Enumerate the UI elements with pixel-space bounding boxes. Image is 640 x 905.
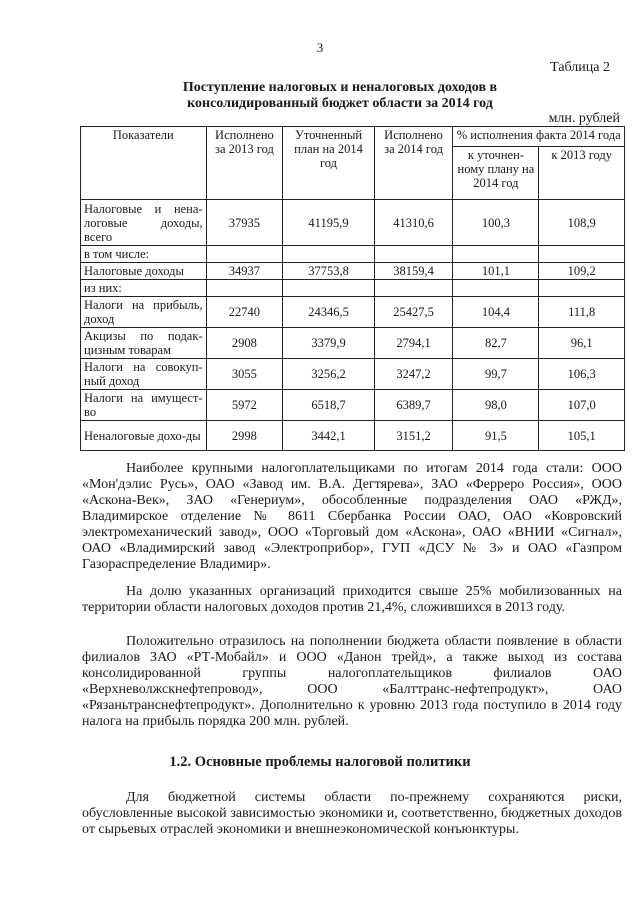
table-row <box>81 200 625 246</box>
header-pct-2013: к 2013 году <box>539 147 625 200</box>
cell-pct-plan: 99,7 <box>453 359 539 390</box>
cell-plan: 3379,9 <box>283 328 374 359</box>
title-line-1: Поступление налоговых и неналоговых доходов в <box>182 80 498 95</box>
cell-pct-plan: 91,5 <box>453 421 539 451</box>
row-name: Налоговые доходы <box>81 263 207 280</box>
page-number: 3 <box>316 40 324 55</box>
row-name: Налоговые и нена-логовые доходы, всего <box>81 200 207 246</box>
table-row <box>81 263 625 280</box>
cell-pct-2013: 108,9 <box>539 200 625 246</box>
cell-2014: 25427,5 <box>374 297 453 328</box>
paragraph-branches: Положительно отразилось на пополнении бюджета области появление в области филиалов ЗАО «РТ-Мобайл» и ООО «Данон трейд», а также выход из состава консолидированной группы налогоплательщиков филиалов ОАО «Верхневолжскнефтепровод», ООО «Балттранс-нефтепродукт», ОАО «Рязаньтранснефтепродукт». Дополнительно к уровню 2013 года поступило в 2014 году налога на прибыль порядка 200 млн. рублей. <box>82 634 622 729</box>
cell-plan: 3442,1 <box>283 421 374 451</box>
cell-pct-2013: 109,2 <box>539 263 625 280</box>
cell-2014: 3247,2 <box>374 359 453 390</box>
cell-2013: 37935 <box>206 200 283 246</box>
table-label: Таблица 2 <box>550 60 610 75</box>
table-row <box>81 297 625 328</box>
cell-plan: 3256,2 <box>283 359 374 390</box>
header-pct-plan: к уточнен-ному плану на 2014 год <box>453 147 539 200</box>
table-title <box>90 80 590 112</box>
cell-plan: 41195,9 <box>283 200 374 246</box>
header-revised-plan: Уточненный план на 2014 год <box>283 127 374 200</box>
cell-plan: 6518,7 <box>283 390 374 421</box>
table-row <box>81 421 625 451</box>
cell-2013: 22740 <box>206 297 283 328</box>
header-executed-2013: Исполнено за 2013 год <box>206 127 283 200</box>
row-name: Налоги на совокуп-ный доход <box>81 359 207 390</box>
row-name: из них: <box>81 280 207 297</box>
cell-pct-plan: 104,4 <box>453 297 539 328</box>
cell-2013: 5972 <box>206 390 283 421</box>
cell-2013: 3055 <box>206 359 283 390</box>
cell-pct-2013: 107,0 <box>539 390 625 421</box>
cell-plan: 37753,8 <box>283 263 374 280</box>
header-indicators: Показатели <box>81 127 207 200</box>
cell-2013: 2998 <box>206 421 283 451</box>
table-row <box>81 390 625 421</box>
cell-pct-2013: 106,3 <box>539 359 625 390</box>
cell-2014: 3151,2 <box>374 421 453 451</box>
table-row <box>81 359 625 390</box>
cell-2014: 2794,1 <box>374 328 453 359</box>
cell-2013: 2908 <box>206 328 283 359</box>
paragraph-share: На долю указанных организаций приходится свыше 25% мобилизованных на территории области налоговых доходов против 21,4%, сложившихся в 2013 году. <box>82 584 622 615</box>
title-line-2: консолидированный бюджет области за 2014 год <box>187 96 493 111</box>
section-heading: 1.2. Основные проблемы налоговой политики <box>169 754 471 770</box>
table-header-row <box>81 127 625 147</box>
table-row <box>81 246 625 263</box>
row-name: Налоги на прибыль, доход <box>81 297 207 328</box>
cell-pct-2013: 105,1 <box>539 421 625 451</box>
unit-label: млн. рублей <box>548 111 620 126</box>
cell-pct-plan: 82,7 <box>453 328 539 359</box>
cell-pct-2013: 96,1 <box>539 328 625 359</box>
cell-2014: 38159,4 <box>374 263 453 280</box>
cell-pct-plan: 101,1 <box>453 263 539 280</box>
row-name: Налоги на имущест-во <box>81 390 207 421</box>
paragraph-taxpayers: Наиболее крупными налогоплательщиками по итогам 2014 года стали: ООО «Мон'дэлис Русь», ОАО «Завод им. В.А. Дегтярева», ЗАО «Ферреро Россия», ООО «Аскона-Век», ЗАО «Генериум», обособленные подразделения ОАО «РЖД», Владимирское отделение № 8611 Сбербанка России ОАО, ОАО «Ковровский электромеханический завод», ООО «Торговый дом «Аскона», ОАО «ВНИИ «Сигнал», ОАО «Владимирский завод «Электроприбор», ГУП «ДСУ № 3» и ОАО «Газпром Газораспределение Владимир». <box>82 461 622 572</box>
header-pct-group: % исполнения факта 2014 года <box>453 127 625 147</box>
cell-2014: 41310,6 <box>374 200 453 246</box>
header-executed-2014: Исполнено за 2014 год <box>374 127 453 200</box>
cell-pct-2013: 111,8 <box>539 297 625 328</box>
cell-2013: 34937 <box>206 263 283 280</box>
cell-2014: 6389,7 <box>374 390 453 421</box>
table-row <box>81 328 625 359</box>
row-name: Акцизы по подак-цизным товарам <box>81 328 207 359</box>
cell-pct-plan: 98,0 <box>453 390 539 421</box>
paragraph-risks: Для бюджетной системы области по-прежнему сохраняются риски, обусловленные высокой зависимостью экономики и, соответственно, бюджетных доходов от сырьевых отраслей экономики и внешнеэкономической конъюнктуры. <box>82 790 622 837</box>
cell-plan: 24346,5 <box>283 297 374 328</box>
table-row <box>81 280 625 297</box>
row-name: в том числе: <box>81 246 207 263</box>
budget-table <box>80 126 625 451</box>
cell-pct-plan: 100,3 <box>453 200 539 246</box>
row-name: Неналоговые дохо-ды <box>81 421 207 451</box>
